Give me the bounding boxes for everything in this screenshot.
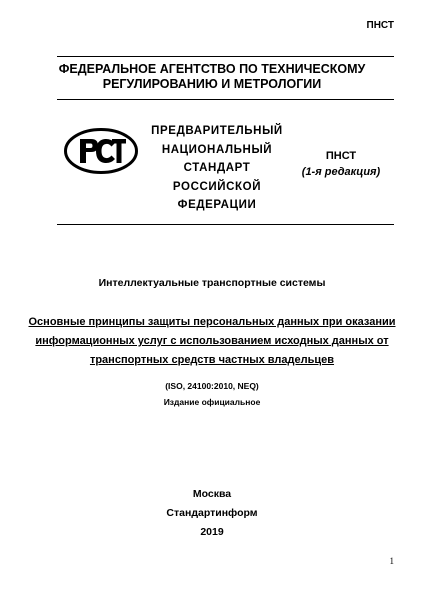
- main-title-line-1: Основные принципы защиты персональных данных при оказании: [28, 316, 396, 328]
- standard-type-line-1: ПРЕДВАРИТЕЛЬНЫЙ: [151, 125, 283, 137]
- agency-title: [0, 62, 424, 92]
- edition-note: Издание официальное: [163, 397, 261, 407]
- main-title-line-2: информационных услуг с использованием исходных данных от: [35, 335, 389, 347]
- header-code: ПНСТ: [366, 20, 394, 31]
- rst-logo-icon: [64, 128, 138, 174]
- lower-divider: [57, 224, 394, 225]
- publisher-block: [0, 485, 424, 542]
- designation-edition: (1-я редакция): [301, 166, 381, 178]
- publisher-year: 2019: [200, 526, 224, 538]
- standard-type-line-5: ФЕДЕРАЦИИ: [177, 199, 257, 211]
- standard-type-line-3: СТАНДАРТ: [183, 162, 251, 174]
- standard-type-line-2: НАЦИОНАЛЬНЫЙ: [161, 143, 273, 156]
- designation-code: ПНСТ: [325, 150, 357, 162]
- standard-type: [142, 122, 292, 215]
- page-number: 1: [389, 556, 394, 566]
- publisher-city: Москва: [192, 488, 232, 500]
- top-divider: [57, 56, 394, 57]
- publisher-name: Стандартинформ: [166, 507, 258, 519]
- designation: [296, 148, 386, 180]
- series-title: Интеллектуальные транспортные системы: [98, 277, 326, 289]
- iso-reference: (ISO, 24100:2010, NEQ): [165, 381, 259, 391]
- standard-type-line-4: РОССИЙСКОЙ: [172, 180, 262, 193]
- agency-line-2: РЕГУЛИРОВАНИЮ И МЕТРОЛОГИИ: [102, 77, 322, 91]
- agency-line-1: ФЕДЕРАЛЬНОЕ АГЕНТСТВО ПО ТЕХНИЧЕСКОМУ: [58, 62, 366, 76]
- main-title: [0, 313, 424, 370]
- agency-divider: [57, 99, 394, 100]
- main-title-line-3: транспортных средств частных владельцев: [89, 354, 335, 366]
